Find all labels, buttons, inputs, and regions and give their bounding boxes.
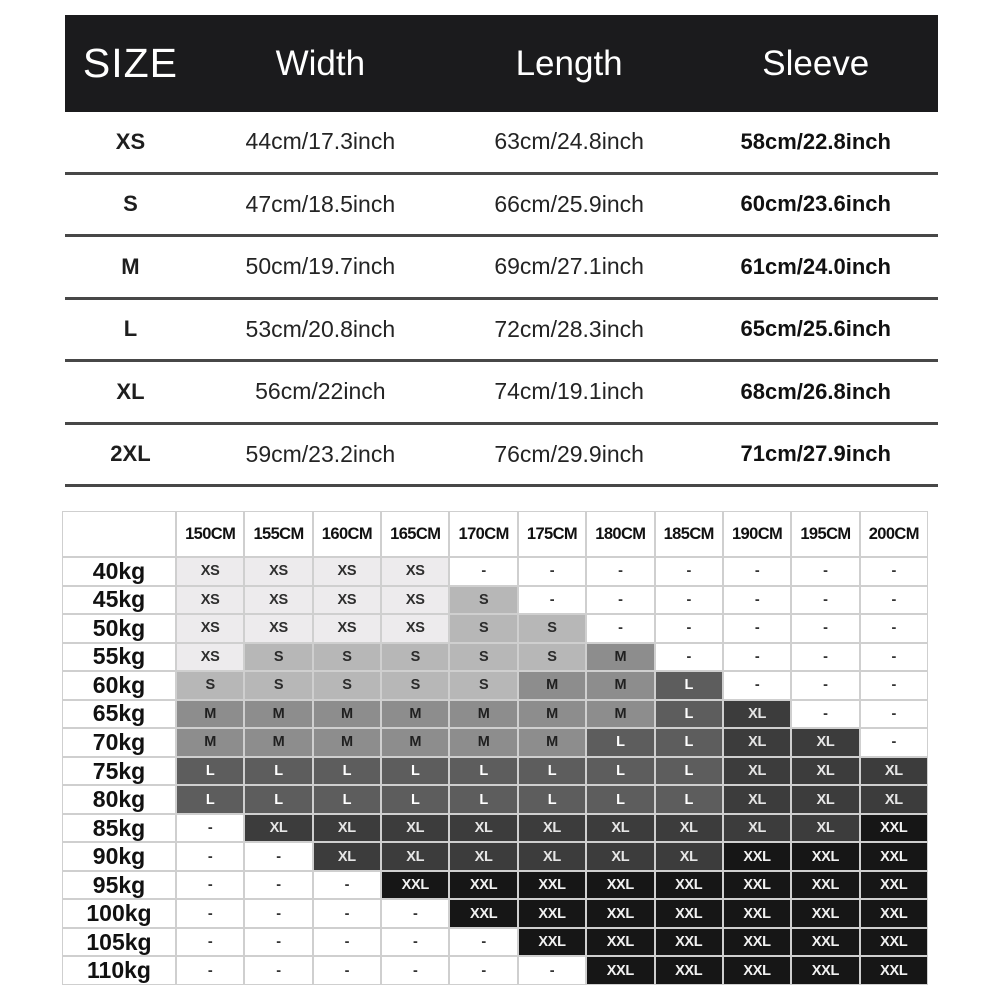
size-cell: -: [587, 615, 653, 642]
length-value: 76cm/29.9inch: [494, 440, 644, 467]
size-cell: XS: [245, 558, 311, 585]
weight-label: 80kg: [63, 786, 175, 813]
size-cell: M: [177, 729, 243, 756]
size-cell: -: [450, 929, 516, 956]
size-cell: XXL: [450, 900, 516, 927]
size-cell: L: [245, 758, 311, 785]
size-cell: -: [861, 672, 927, 699]
weight-label: 100kg: [63, 900, 175, 927]
size-cell: XS: [177, 558, 243, 585]
size-cell: -: [519, 558, 585, 585]
size-cell: L: [656, 701, 722, 728]
size-cell: M: [314, 701, 380, 728]
size-cell: XL: [792, 815, 858, 842]
size-row-xs: [65, 112, 938, 175]
size-cell: M: [177, 701, 243, 728]
size-cell: M: [587, 701, 653, 728]
size-cell: -: [245, 900, 311, 927]
col-header-sleeve: Sleeve: [762, 43, 870, 83]
size-cell: -: [792, 558, 858, 585]
size-cell: -: [382, 900, 448, 927]
weight-label: 110kg: [63, 957, 175, 984]
size-cell: XL: [724, 786, 790, 813]
width-value: 50cm/19.7inch: [245, 253, 396, 280]
size-cell: L: [314, 758, 380, 785]
size-cell: XS: [245, 615, 311, 642]
size-cell: -: [245, 872, 311, 899]
sleeve-value: 68cm/26.8inch: [740, 378, 891, 404]
size-cell: -: [861, 701, 927, 728]
size-cell: XXL: [587, 957, 653, 984]
size-cell: -: [656, 558, 722, 585]
size-cell: XXL: [656, 929, 722, 956]
size-cell: XS: [382, 558, 448, 585]
size-cell: L: [382, 786, 448, 813]
size-cell: XL: [792, 758, 858, 785]
length-value: 66cm/25.9inch: [494, 190, 644, 217]
length-value: 63cm/24.8inch: [494, 128, 644, 155]
size-cell: S: [245, 644, 311, 671]
weight-label: 45kg: [63, 587, 175, 614]
length-value: 69cm/27.1inch: [494, 253, 644, 280]
size-cell: L: [314, 786, 380, 813]
size-cell: M: [519, 729, 585, 756]
size-table: [65, 15, 938, 487]
size-row-m: [65, 237, 938, 300]
size-cell: -: [177, 957, 243, 984]
size-cell: XS: [177, 644, 243, 671]
weight-label: 95kg: [63, 872, 175, 899]
size-cell: L: [245, 786, 311, 813]
size-cell: XXL: [792, 872, 858, 899]
weight-label: 90kg: [63, 843, 175, 870]
size-cell: M: [314, 729, 380, 756]
weight-label: 60kg: [63, 672, 175, 699]
size-cell: S: [519, 615, 585, 642]
size-cell: XXL: [792, 929, 858, 956]
height-label: 150CM: [177, 512, 243, 556]
size-cell: S: [382, 644, 448, 671]
size-cell: M: [450, 701, 516, 728]
size-cell: L: [450, 786, 516, 813]
weight-label: 65kg: [63, 701, 175, 728]
size-cell: -: [519, 587, 585, 614]
size-cell: XXL: [861, 929, 927, 956]
col-header-width: Width: [275, 43, 366, 83]
size-cell: XXL: [450, 872, 516, 899]
size-row-s: [65, 175, 938, 238]
size-cell: XXL: [861, 815, 927, 842]
sleeve-value: 60cm/23.6inch: [740, 191, 891, 217]
size-cell: -: [245, 843, 311, 870]
size-cell: XXL: [861, 957, 927, 984]
size-cell: XL: [245, 815, 311, 842]
size-label: 2XL: [110, 441, 151, 467]
size-cell: XL: [587, 843, 653, 870]
size-cell: -: [245, 929, 311, 956]
matrix-corner-cell: [63, 512, 175, 556]
size-cell: XXL: [861, 843, 927, 870]
weight-label: 55kg: [63, 644, 175, 671]
size-cell: S: [177, 672, 243, 699]
size-cell: XXL: [861, 900, 927, 927]
size-cell: XXL: [861, 872, 927, 899]
size-cell: -: [861, 729, 927, 756]
size-cell: -: [861, 615, 927, 642]
size-cell: -: [177, 843, 243, 870]
size-cell: S: [450, 644, 516, 671]
size-cell: -: [792, 644, 858, 671]
length-value: 74cm/19.1inch: [494, 378, 644, 405]
size-cell: M: [587, 672, 653, 699]
size-cell: XL: [724, 815, 790, 842]
size-cell: XXL: [519, 900, 585, 927]
size-cell: XXL: [792, 900, 858, 927]
height-label: 185CM: [656, 512, 722, 556]
size-cell: L: [656, 672, 722, 699]
sleeve-value: 65cm/25.6inch: [740, 316, 891, 342]
size-cell: -: [587, 558, 653, 585]
size-cell: -: [792, 587, 858, 614]
size-row-l: [65, 300, 938, 363]
height-label: 170CM: [450, 512, 516, 556]
size-cell: M: [519, 701, 585, 728]
size-cell: XXL: [656, 957, 722, 984]
size-label: M: [121, 253, 140, 279]
size-cell: XS: [314, 615, 380, 642]
size-cell: XXL: [519, 929, 585, 956]
size-cell: L: [177, 786, 243, 813]
size-cell: -: [314, 957, 380, 984]
size-label: XS: [115, 128, 146, 154]
size-cell: -: [450, 957, 516, 984]
size-cell: -: [656, 644, 722, 671]
size-cell: XL: [656, 815, 722, 842]
size-cell: XS: [382, 587, 448, 614]
size-cell: XL: [656, 843, 722, 870]
size-cell: L: [177, 758, 243, 785]
size-cell: XXL: [724, 929, 790, 956]
size-cell: XL: [382, 843, 448, 870]
size-cell: XL: [587, 815, 653, 842]
size-cell: XXL: [792, 957, 858, 984]
weight-label: 50kg: [63, 615, 175, 642]
size-cell: -: [177, 872, 243, 899]
size-cell: -: [177, 815, 243, 842]
size-cell: XXL: [587, 900, 653, 927]
size-table-header: [65, 15, 938, 112]
size-cell: XS: [314, 587, 380, 614]
size-cell: -: [792, 615, 858, 642]
weight-label: 105kg: [63, 929, 175, 956]
size-cell: XS: [314, 558, 380, 585]
size-cell: XS: [245, 587, 311, 614]
size-cell: M: [519, 672, 585, 699]
size-cell: XS: [382, 615, 448, 642]
size-cell: XXL: [587, 929, 653, 956]
size-cell: -: [382, 957, 448, 984]
sleeve-value: 61cm/24.0inch: [740, 253, 891, 279]
size-cell: XL: [861, 786, 927, 813]
size-cell: -: [656, 587, 722, 614]
width-value: 47cm/18.5inch: [245, 190, 396, 217]
size-cell: -: [587, 587, 653, 614]
size-cell: L: [450, 758, 516, 785]
size-cell: -: [177, 929, 243, 956]
height-label: 175CM: [519, 512, 585, 556]
size-cell: M: [450, 729, 516, 756]
width-value: 56cm/22inch: [255, 378, 386, 405]
size-cell: XXL: [724, 900, 790, 927]
size-cell: XXL: [724, 843, 790, 870]
size-cell: -: [724, 644, 790, 671]
weight-label: 85kg: [63, 815, 175, 842]
size-cell: XXL: [656, 872, 722, 899]
size-cell: -: [314, 900, 380, 927]
size-cell: L: [519, 758, 585, 785]
size-cell: L: [382, 758, 448, 785]
size-cell: XXL: [587, 872, 653, 899]
size-cell: XS: [177, 587, 243, 614]
size-label: XL: [116, 378, 145, 404]
size-cell: -: [519, 957, 585, 984]
size-cell: -: [245, 957, 311, 984]
size-cell: -: [724, 615, 790, 642]
size-cell: -: [450, 558, 516, 585]
size-cell: -: [724, 558, 790, 585]
size-row-xl: [65, 362, 938, 425]
size-cell: XL: [792, 786, 858, 813]
height-label: 155CM: [245, 512, 311, 556]
weight-label: 70kg: [63, 729, 175, 756]
size-cell: L: [656, 786, 722, 813]
width-value: 53cm/20.8inch: [245, 315, 396, 342]
sleeve-value: 58cm/22.8inch: [740, 128, 891, 154]
col-header-length: Length: [515, 43, 623, 83]
length-value: 72cm/28.3inch: [494, 315, 644, 342]
size-cell: S: [450, 615, 516, 642]
size-cell: XXL: [519, 872, 585, 899]
size-cell: XL: [382, 815, 448, 842]
size-cell: M: [382, 701, 448, 728]
size-cell: XL: [314, 815, 380, 842]
weight-label: 75kg: [63, 758, 175, 785]
size-cell: XXL: [724, 872, 790, 899]
size-cell: -: [792, 701, 858, 728]
size-cell: L: [656, 729, 722, 756]
size-cell: S: [382, 672, 448, 699]
size-cell: M: [245, 701, 311, 728]
size-label: S: [123, 191, 138, 217]
size-cell: XL: [724, 701, 790, 728]
size-cell: -: [314, 929, 380, 956]
size-cell: L: [587, 786, 653, 813]
size-cell: -: [656, 615, 722, 642]
size-cell: L: [587, 758, 653, 785]
size-cell: XL: [519, 843, 585, 870]
size-cell: -: [724, 672, 790, 699]
width-value: 59cm/23.2inch: [245, 440, 396, 467]
size-cell: XL: [519, 815, 585, 842]
size-cell: -: [861, 587, 927, 614]
size-cell: -: [314, 872, 380, 899]
height-label: 190CM: [724, 512, 790, 556]
size-cell: -: [382, 929, 448, 956]
height-label: 200CM: [861, 512, 927, 556]
size-cell: L: [519, 786, 585, 813]
size-cell: M: [587, 644, 653, 671]
size-cell: M: [245, 729, 311, 756]
size-cell: -: [792, 672, 858, 699]
size-cell: XL: [450, 815, 516, 842]
fit-matrix: [62, 511, 928, 985]
size-cell: S: [450, 587, 516, 614]
height-label: 165CM: [382, 512, 448, 556]
weight-label: 40kg: [63, 558, 175, 585]
size-cell: -: [861, 644, 927, 671]
size-cell: S: [245, 672, 311, 699]
size-cell: XL: [861, 758, 927, 785]
size-cell: S: [314, 672, 380, 699]
size-cell: L: [587, 729, 653, 756]
size-cell: XL: [724, 729, 790, 756]
height-label: 160CM: [314, 512, 380, 556]
size-cell: XS: [177, 615, 243, 642]
size-cell: S: [314, 644, 380, 671]
size-cell: M: [382, 729, 448, 756]
size-cell: XL: [724, 758, 790, 785]
width-value: 44cm/17.3inch: [245, 128, 396, 155]
size-cell: XXL: [656, 900, 722, 927]
size-label: L: [123, 316, 138, 342]
size-cell: S: [519, 644, 585, 671]
size-cell: XL: [314, 843, 380, 870]
size-cell: XL: [792, 729, 858, 756]
size-cell: XXL: [724, 957, 790, 984]
size-cell: -: [177, 900, 243, 927]
size-cell: -: [861, 558, 927, 585]
size-cell: L: [656, 758, 722, 785]
height-label: 180CM: [587, 512, 653, 556]
sleeve-value: 71cm/27.9inch: [740, 441, 891, 467]
col-header-size: SIZE: [82, 40, 179, 86]
size-cell: S: [450, 672, 516, 699]
size-cell: -: [724, 587, 790, 614]
size-row-2xl: [65, 425, 938, 488]
height-label: 195CM: [792, 512, 858, 556]
size-cell: XXL: [382, 872, 448, 899]
size-cell: XL: [450, 843, 516, 870]
size-cell: XXL: [792, 843, 858, 870]
